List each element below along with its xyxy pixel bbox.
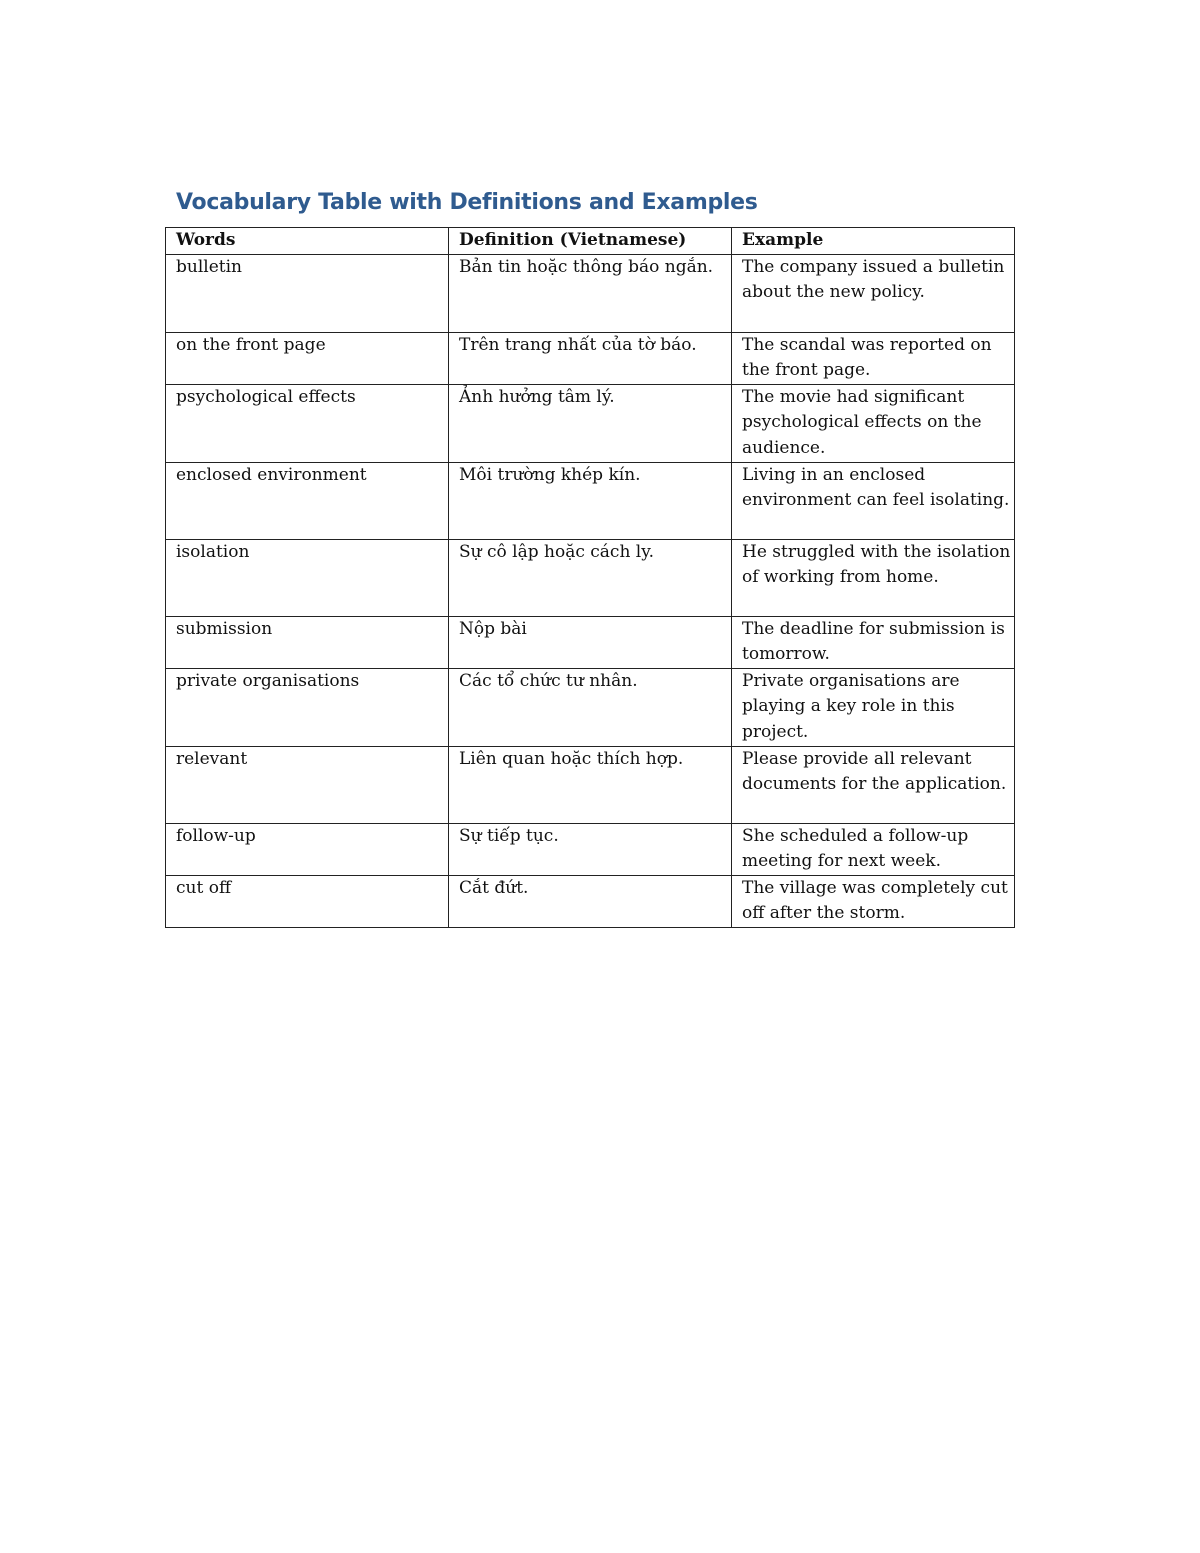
header-example: Example [732,228,1015,255]
word-cell: submission [166,616,449,668]
word-cell: cut off [166,875,449,927]
word-cell: private organisations [166,668,449,746]
definition-cell: Sự tiếp tục. [449,823,732,875]
word-cell: relevant [166,746,449,823]
definition-cell: Liên quan hoặc thích hợp. [449,746,732,823]
word-cell: isolation [166,539,449,616]
table-row [166,668,1015,746]
example-cell: Private organisations are playing a key role in this project. [732,668,1015,746]
definition-cell: Sự cô lập hoặc cách ly. [449,539,732,616]
definition-cell: Ảnh hưởng tâm lý. [449,384,732,462]
definition-cell: Nộp bài [449,616,732,668]
definition-cell: Môi trường khép kín. [449,462,732,539]
definition-cell: Trên trang nhất của tờ báo. [449,332,732,384]
word-cell: psychological effects [166,384,449,462]
example-cell: He struggled with the isolation of working from home. [732,539,1015,616]
table-row [166,616,1015,668]
example-cell: The deadline for submission is tomorrow. [732,616,1015,668]
table-header-row [166,228,1015,255]
header-words: Words [166,228,449,255]
example-cell: The village was completely cut off after the storm. [732,875,1015,927]
example-cell: The movie had significant psychological effects on the audience. [732,384,1015,462]
example-cell: Living in an enclosed environment can feel isolating. [732,462,1015,539]
example-cell: Please provide all relevant documents for the application. [732,746,1015,823]
word-cell: bulletin [166,254,449,332]
table-row [166,746,1015,823]
table-row [166,823,1015,875]
definition-cell: Bản tin hoặc thông báo ngắn. [449,254,732,332]
table-row [166,539,1015,616]
example-cell: She scheduled a follow-up meeting for next week. [732,823,1015,875]
definition-cell: Cắt đứt. [449,875,732,927]
table-row [166,254,1015,332]
definition-cell: Các tổ chức tư nhân. [449,668,732,746]
table-row [166,875,1015,927]
example-cell: The scandal was reported on the front page. [732,332,1015,384]
word-cell: on the front page [166,332,449,384]
example-cell: The company issued a bulletin about the new policy. [732,254,1015,332]
table-row [166,332,1015,384]
word-cell: enclosed environment [166,462,449,539]
word-cell: follow-up [166,823,449,875]
table-row [166,462,1015,539]
vocabulary-table [165,227,1015,928]
document-title: Vocabulary Table with Definitions and Examples [176,190,758,215]
table-row [166,384,1015,462]
table-body [166,254,1015,927]
header-definition: Definition (Vietnamese) [449,228,732,255]
